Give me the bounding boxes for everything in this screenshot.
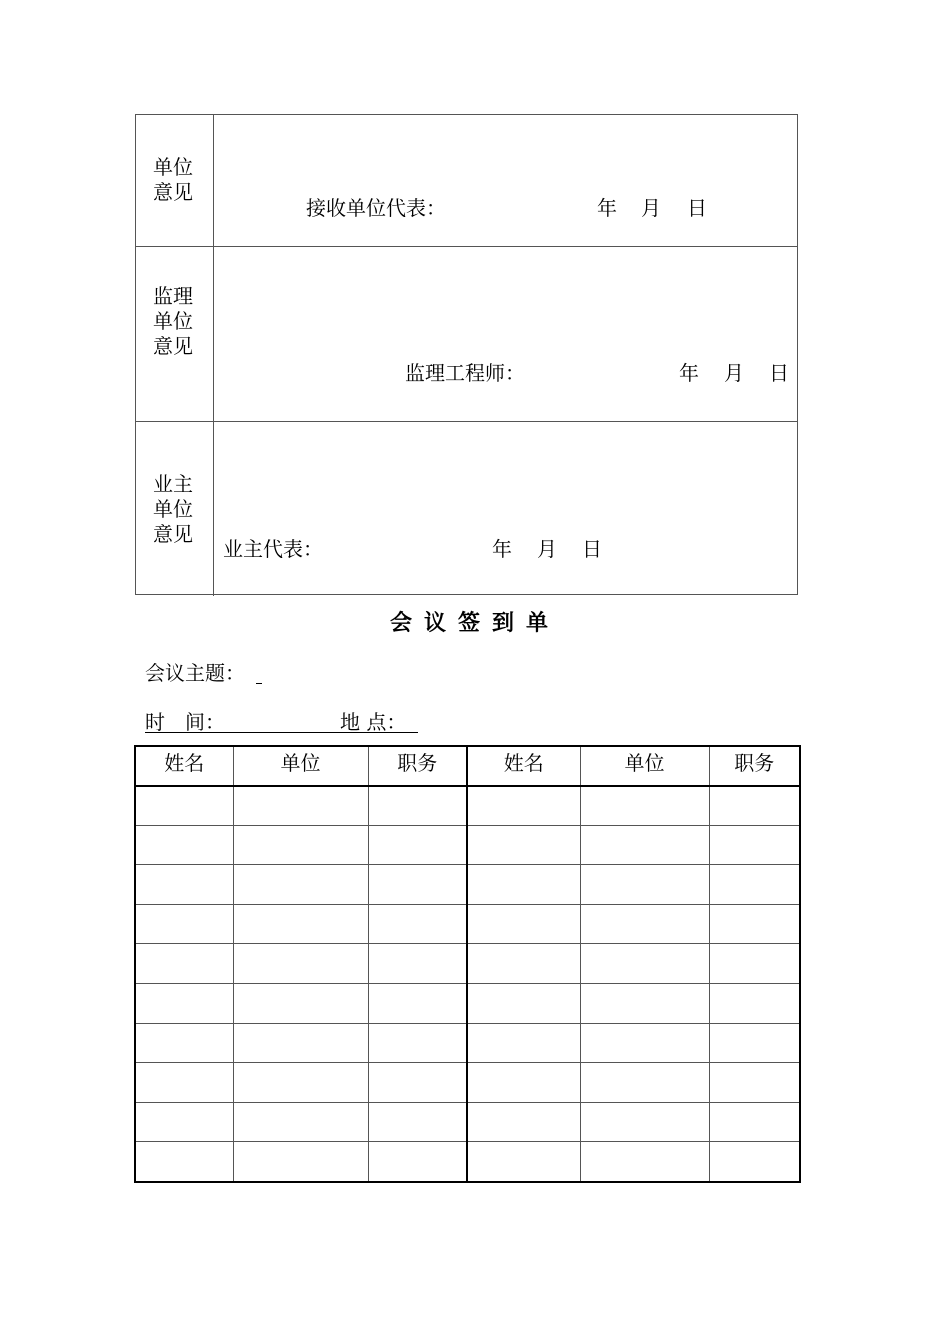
- name-cell[interactable]: [135, 904, 233, 944]
- position-cell[interactable]: [368, 984, 467, 1024]
- date-day: 日: [769, 361, 789, 385]
- opinion-table: [135, 114, 798, 595]
- position-cell[interactable]: [368, 786, 467, 826]
- receiving-unit-opinion-row: [136, 115, 797, 246]
- name-cell[interactable]: [467, 786, 580, 826]
- meeting-place-label: 地 点：: [340, 710, 407, 734]
- name-cell[interactable]: [467, 984, 580, 1024]
- position-cell[interactable]: [709, 1102, 800, 1142]
- position-cell[interactable]: [709, 786, 800, 826]
- signin-row: [135, 865, 800, 905]
- position-cell[interactable]: [709, 904, 800, 944]
- column-header-name: 姓名: [467, 746, 580, 786]
- owner-unit-opinion-row: [136, 421, 797, 596]
- position-cell[interactable]: [368, 944, 467, 984]
- signin-row: [135, 944, 800, 984]
- name-cell[interactable]: [135, 1142, 233, 1182]
- name-cell[interactable]: [467, 904, 580, 944]
- unit-cell[interactable]: [580, 1102, 709, 1142]
- position-cell[interactable]: [709, 1063, 800, 1103]
- signin-sheet-title: 会议签到单: [389, 610, 560, 636]
- name-cell[interactable]: [135, 865, 233, 905]
- position-cell[interactable]: [368, 1102, 467, 1142]
- unit-cell[interactable]: [580, 865, 709, 905]
- unit-cell[interactable]: [580, 786, 709, 826]
- position-cell[interactable]: [368, 1023, 467, 1063]
- supervision-engineer-label: 监理工程师：: [405, 361, 525, 385]
- position-cell[interactable]: [709, 944, 800, 984]
- column-header-name: 姓名: [135, 746, 233, 786]
- row-label: 监理 单位 意见: [153, 284, 193, 358]
- signin-row: [135, 1063, 800, 1103]
- name-cell[interactable]: [135, 1102, 233, 1142]
- meeting-topic-blank[interactable]: [256, 683, 262, 684]
- unit-cell[interactable]: [233, 944, 368, 984]
- row-label-cell: [136, 422, 214, 596]
- signin-body: [135, 786, 800, 1182]
- signin-row: [135, 984, 800, 1024]
- unit-cell[interactable]: [580, 984, 709, 1024]
- date-year: 年: [492, 537, 512, 561]
- column-header-position: 职务: [709, 746, 800, 786]
- receiving-unit-signer-label: 接收单位代表：: [306, 196, 446, 220]
- column-header-unit: 单位: [233, 746, 368, 786]
- name-cell[interactable]: [467, 1142, 580, 1182]
- position-cell[interactable]: [709, 1023, 800, 1063]
- row-label-cell: [136, 115, 214, 246]
- date-month: 月: [724, 361, 744, 385]
- unit-cell[interactable]: [233, 904, 368, 944]
- signin-row: [135, 786, 800, 826]
- owner-representative-label: 业主代表：: [223, 537, 323, 561]
- signin-table: [134, 745, 801, 1183]
- signin-row: [135, 1102, 800, 1142]
- unit-cell[interactable]: [233, 865, 368, 905]
- unit-cell[interactable]: [580, 1023, 709, 1063]
- position-cell[interactable]: [368, 1063, 467, 1103]
- unit-cell[interactable]: [580, 825, 709, 865]
- unit-cell[interactable]: [233, 786, 368, 826]
- meeting-topic-label: 会议主题：: [145, 661, 245, 685]
- name-cell[interactable]: [467, 865, 580, 905]
- name-cell[interactable]: [467, 1102, 580, 1142]
- unit-cell[interactable]: [233, 1102, 368, 1142]
- unit-cell[interactable]: [233, 1023, 368, 1063]
- position-cell[interactable]: [709, 984, 800, 1024]
- name-cell[interactable]: [467, 1023, 580, 1063]
- unit-cell[interactable]: [580, 904, 709, 944]
- name-cell[interactable]: [467, 1063, 580, 1103]
- name-cell[interactable]: [467, 944, 580, 984]
- date-month: 月: [537, 537, 557, 561]
- date-month: 月: [641, 196, 661, 220]
- row-label-cell: [136, 247, 214, 421]
- position-cell[interactable]: [368, 865, 467, 905]
- date-year: 年: [679, 361, 699, 385]
- row-label: 业主 单位 意见: [153, 472, 193, 546]
- signin-header-row: [135, 746, 800, 786]
- column-header-position: 职务: [368, 746, 467, 786]
- position-cell[interactable]: [368, 825, 467, 865]
- date-day: 日: [687, 196, 707, 220]
- date-year: 年: [597, 196, 617, 220]
- name-cell[interactable]: [135, 825, 233, 865]
- position-cell[interactable]: [709, 865, 800, 905]
- unit-cell[interactable]: [233, 1142, 368, 1182]
- position-cell[interactable]: [709, 1142, 800, 1182]
- meeting-time-label: 时 间：: [145, 710, 225, 734]
- name-cell[interactable]: [135, 786, 233, 826]
- signin-row: [135, 825, 800, 865]
- unit-cell[interactable]: [233, 1063, 368, 1103]
- unit-cell[interactable]: [580, 1142, 709, 1182]
- signin-row: [135, 904, 800, 944]
- date-day: 日: [582, 537, 602, 561]
- unit-cell[interactable]: [580, 944, 709, 984]
- supervision-unit-opinion-row: [136, 246, 797, 421]
- position-cell[interactable]: [368, 1142, 467, 1182]
- name-cell[interactable]: [467, 825, 580, 865]
- column-header-unit: 单位: [580, 746, 709, 786]
- name-cell[interactable]: [135, 944, 233, 984]
- position-cell[interactable]: [368, 904, 467, 944]
- unit-cell[interactable]: [580, 1063, 709, 1103]
- signin-row: [135, 1023, 800, 1063]
- name-cell[interactable]: [135, 984, 233, 1024]
- row-label: 单位 意见: [153, 155, 193, 204]
- time-place-underline[interactable]: [145, 732, 418, 733]
- unit-cell[interactable]: [233, 825, 368, 865]
- name-cell[interactable]: [135, 1063, 233, 1103]
- name-cell[interactable]: [135, 1023, 233, 1063]
- unit-cell[interactable]: [233, 984, 368, 1024]
- position-cell[interactable]: [709, 825, 800, 865]
- signin-row: [135, 1142, 800, 1182]
